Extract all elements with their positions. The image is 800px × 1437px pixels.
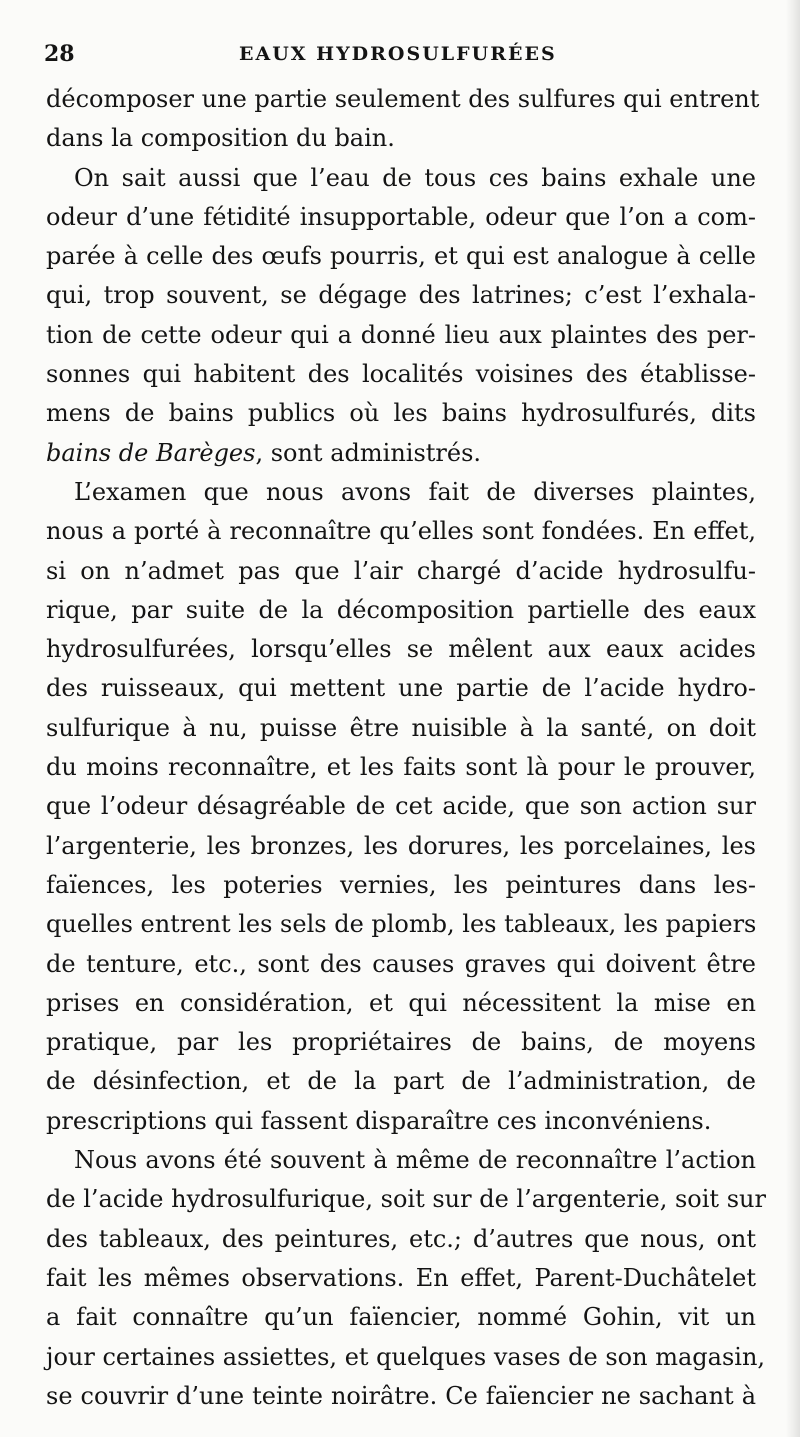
text-line-15: hydrosulfurées, lorsqu’elles se mêlent aux eaux acides — [46, 635, 756, 664]
text-line-25: pratique, par les propriétaires de bains, de moyens — [46, 1028, 756, 1057]
text-line-13: si on n’admet pas que l’air chargé d’acide hydrosulfu- — [46, 556, 756, 585]
italic-phrase: bains de Barèges — [46, 438, 256, 467]
text-line-4: odeur d’une fétidité insupportable, odeur que l’on a com- — [46, 202, 756, 231]
text-line-21: faïences, les poteries vernies, les peintures dans les- — [46, 870, 756, 899]
text-line-22: quelles entrent les sels de plomb, les tableaux, les papiers — [46, 910, 757, 939]
text-line-2: dans la composition du bain. — [46, 124, 395, 153]
text-line-19: que l’odeur désagréable de cet acide, que son action sur — [46, 792, 756, 821]
text-line-10-rest: , sont administrés. — [255, 438, 482, 467]
text-line-26: de désinfection, et de la part de l’administration, de — [46, 1067, 756, 1096]
text-line-32: a fait connaître qu’un faïencier, nommé Gohin, vit un — [46, 1303, 756, 1332]
text-line-6: qui, trop souvent, se dégage des latrines; c’est l’exhala- — [46, 281, 756, 310]
body-text — [46, 80, 766, 1416]
text-line-33: jour certaines assiettes, et quelques vases de son magasin, — [46, 1342, 766, 1371]
text-line-3: On sait aussi que l’eau de tous ces bains exhale une — [74, 163, 756, 192]
text-line-16: des ruisseaux, qui mettent une partie de l’acide hydro- — [46, 674, 756, 703]
text-line-24: prises en considération, et qui nécessitent la mise en — [46, 988, 756, 1017]
text-line-27: prescriptions qui fassent disparaître ces inconvéniens. — [46, 1106, 712, 1135]
text-line-11: L’examen que nous avons fait de diverses plaintes, — [74, 477, 756, 506]
page-number: 28 — [44, 41, 75, 67]
text-line-12: nous a porté à reconnaître qu’elles sont fondées. En effet, — [46, 517, 756, 546]
page-edge-shadow — [786, 0, 800, 1437]
text-line-14: rique, par suite de la décomposition partielle des eaux — [46, 595, 756, 624]
text-line-28: Nous avons été souvent à même de reconnaître l’action — [74, 1146, 756, 1175]
text-line-1: décomposer une partie seulement des sulfures qui entrent — [46, 85, 760, 113]
running-title: EAUX HYDROSULFURÉES — [239, 43, 557, 65]
text-line-31: fait les mêmes observations. En effet, Parent-Duchâtelet — [46, 1263, 756, 1292]
text-line-10 — [46, 434, 756, 473]
text-line-5: parée à celle des œufs pourris, et qui est analogue à celle — [46, 242, 756, 271]
text-line-20: l’argenterie, les bronzes, les dorures, les porcelaines, les — [46, 831, 756, 860]
text-line-23: de tenture, etc., sont des causes graves qui doivent être — [46, 949, 756, 978]
text-line-8: sonnes qui habitent des localités voisines des établisse- — [46, 360, 756, 389]
text-line-34: se couvrir d’une teinte noirâtre. Ce faïencier ne sachant à — [46, 1381, 756, 1410]
running-head — [44, 38, 764, 70]
text-line-17: sulfurique à nu, puisse être nuisible à la santé, on doit — [46, 713, 756, 742]
text-line-9: mens de bains publics où les bains hydrosulfurés, dits — [46, 399, 756, 428]
text-line-7: tion de cette odeur qui a donné lieu aux plaintes des per- — [46, 320, 756, 349]
text-line-18: du moins reconnaître, et les faits sont là pour le prouver, — [46, 753, 756, 782]
text-line-29: de l’acide hydrosulfurique, soit sur de l’argenterie, soit sur — [46, 1185, 766, 1214]
text-line-30: des tableaux, des peintures, etc.; d’autres que nous, ont — [46, 1224, 756, 1253]
